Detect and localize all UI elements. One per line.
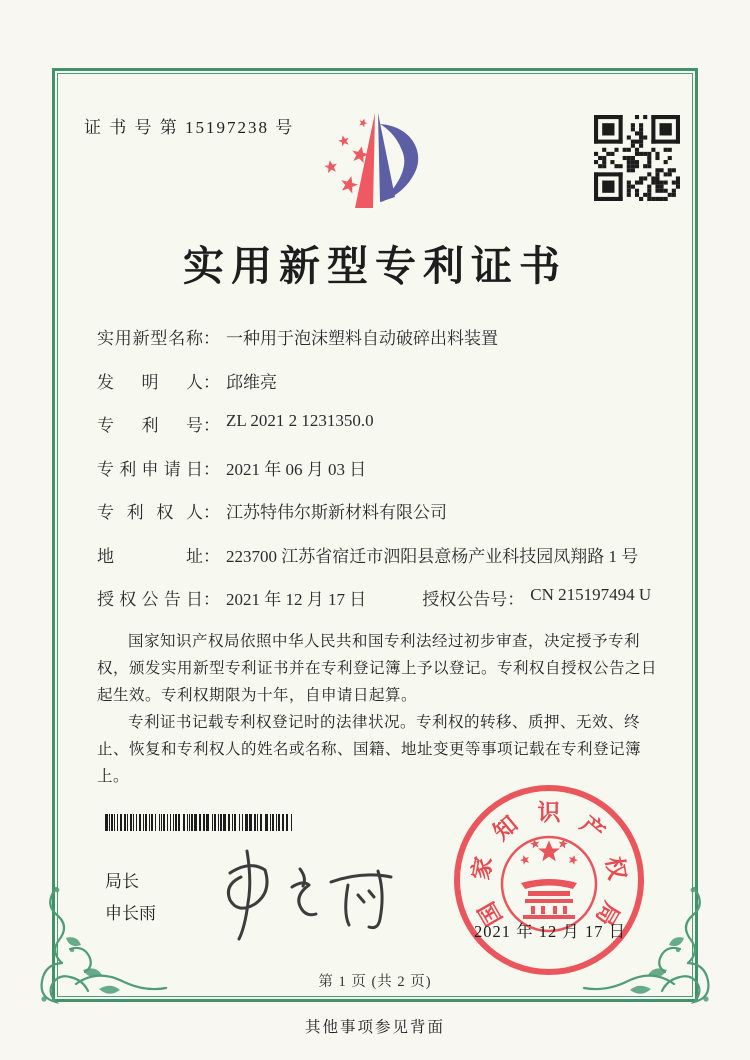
field-inventor: 发明人 ： 邱维亮	[97, 368, 669, 412]
field-patent-number: 专利号 ： ZL 2021 2 1231350.0	[97, 411, 374, 435]
field-address: 地址 ： 223700 江苏省宿迁市泗阳县意杨产业科技园凤翔路 1 号	[97, 542, 669, 586]
corner-flourish-left	[36, 886, 168, 1008]
legal-paragraph-1: 国家知识产权局依照中华人民共和国专利法经过初步审查，决定授予专利权，颁发实用新型专利证书并在专利登记簿上予以登记。专利权自授权公告之日起生效。专利权期限为十年，自申请日起算。	[97, 633, 658, 704]
svg-text:家: 家	[468, 854, 497, 882]
field-value: 江苏特伟尔斯新材料有限公司	[226, 503, 447, 522]
field-value: 一种用于泡沫塑料自动破碎出料装置	[226, 329, 498, 348]
field-label: 发明人	[97, 372, 203, 392]
field-label: 地址	[97, 546, 203, 566]
legal-paragraph-2: 专利证书记载专利权登记时的法律状况。专利权的转移、质押、无效、终止、恢复和专利权人的姓名或名称、国籍、地址变更等事项记载在专利登记簿上。	[97, 714, 642, 785]
field-value: ZL 2021 2 1231350.0	[226, 411, 374, 430]
svg-text:知: 知	[488, 811, 523, 846]
field-grant-date-and-number: 授权公告日 ： 2021 年 12 月 17 日 授权公告号 ： CN 215197494 U	[97, 585, 652, 609]
svg-text:局: 局	[590, 897, 625, 930]
certificate-number: 证 书 号 第 15197238 号	[84, 118, 295, 137]
cnipa-logo-icon	[318, 110, 434, 216]
page-number: 第 1 页 (共 2 页)	[318, 974, 432, 990]
back-side-note: 其他事项参见背面	[304, 1019, 445, 1036]
director-title: 局长	[105, 872, 139, 891]
qr-code	[594, 115, 680, 201]
field-value: CN 215197494 U	[530, 585, 652, 604]
corner-flourish-right	[582, 886, 714, 1008]
field-value: 邱维亮	[226, 372, 277, 392]
field-list	[97, 324, 669, 629]
director-signature	[198, 843, 408, 943]
field-grant-number: 授权公告号 ： CN 215197494 U	[422, 585, 652, 609]
svg-text:识: 识	[537, 800, 561, 825]
field-label: 专利号	[97, 416, 203, 435]
svg-text:权: 权	[601, 854, 630, 882]
barcode	[105, 814, 295, 831]
field-label: 授权公告日	[97, 590, 203, 609]
field-label: 授权公告号	[422, 590, 508, 609]
field-label: 专利申请日	[97, 459, 203, 479]
svg-text:产: 产	[575, 811, 610, 846]
field-value: 2021 年 06 月 03 日	[226, 459, 367, 479]
svg-text:国: 国	[473, 897, 508, 930]
field-patentee: 专利权人 ： 江苏特伟尔斯新材料有限公司	[97, 498, 669, 542]
field-value: 2021 年 12 月 17 日	[226, 590, 367, 609]
certificate-title: 实用新型专利证书	[183, 243, 567, 289]
field-label: 实用新型名称	[97, 329, 203, 348]
field-label: 专利权人	[97, 503, 203, 522]
field-utility-model-name: 实用新型名称 ： 一种用于泡沫塑料自动破碎出料装置	[97, 324, 669, 368]
field-filing-date: 专利申请日 ： 2021 年 06 月 03 日	[97, 455, 669, 499]
legal-text	[97, 628, 663, 790]
field-value: 223700 江苏省宿迁市泗阳县意杨产业科技园凤翔路 1 号	[226, 546, 639, 566]
seal-date: 2021 年 12 月 17 日	[473, 922, 627, 941]
director-name: 申长雨	[105, 904, 156, 923]
